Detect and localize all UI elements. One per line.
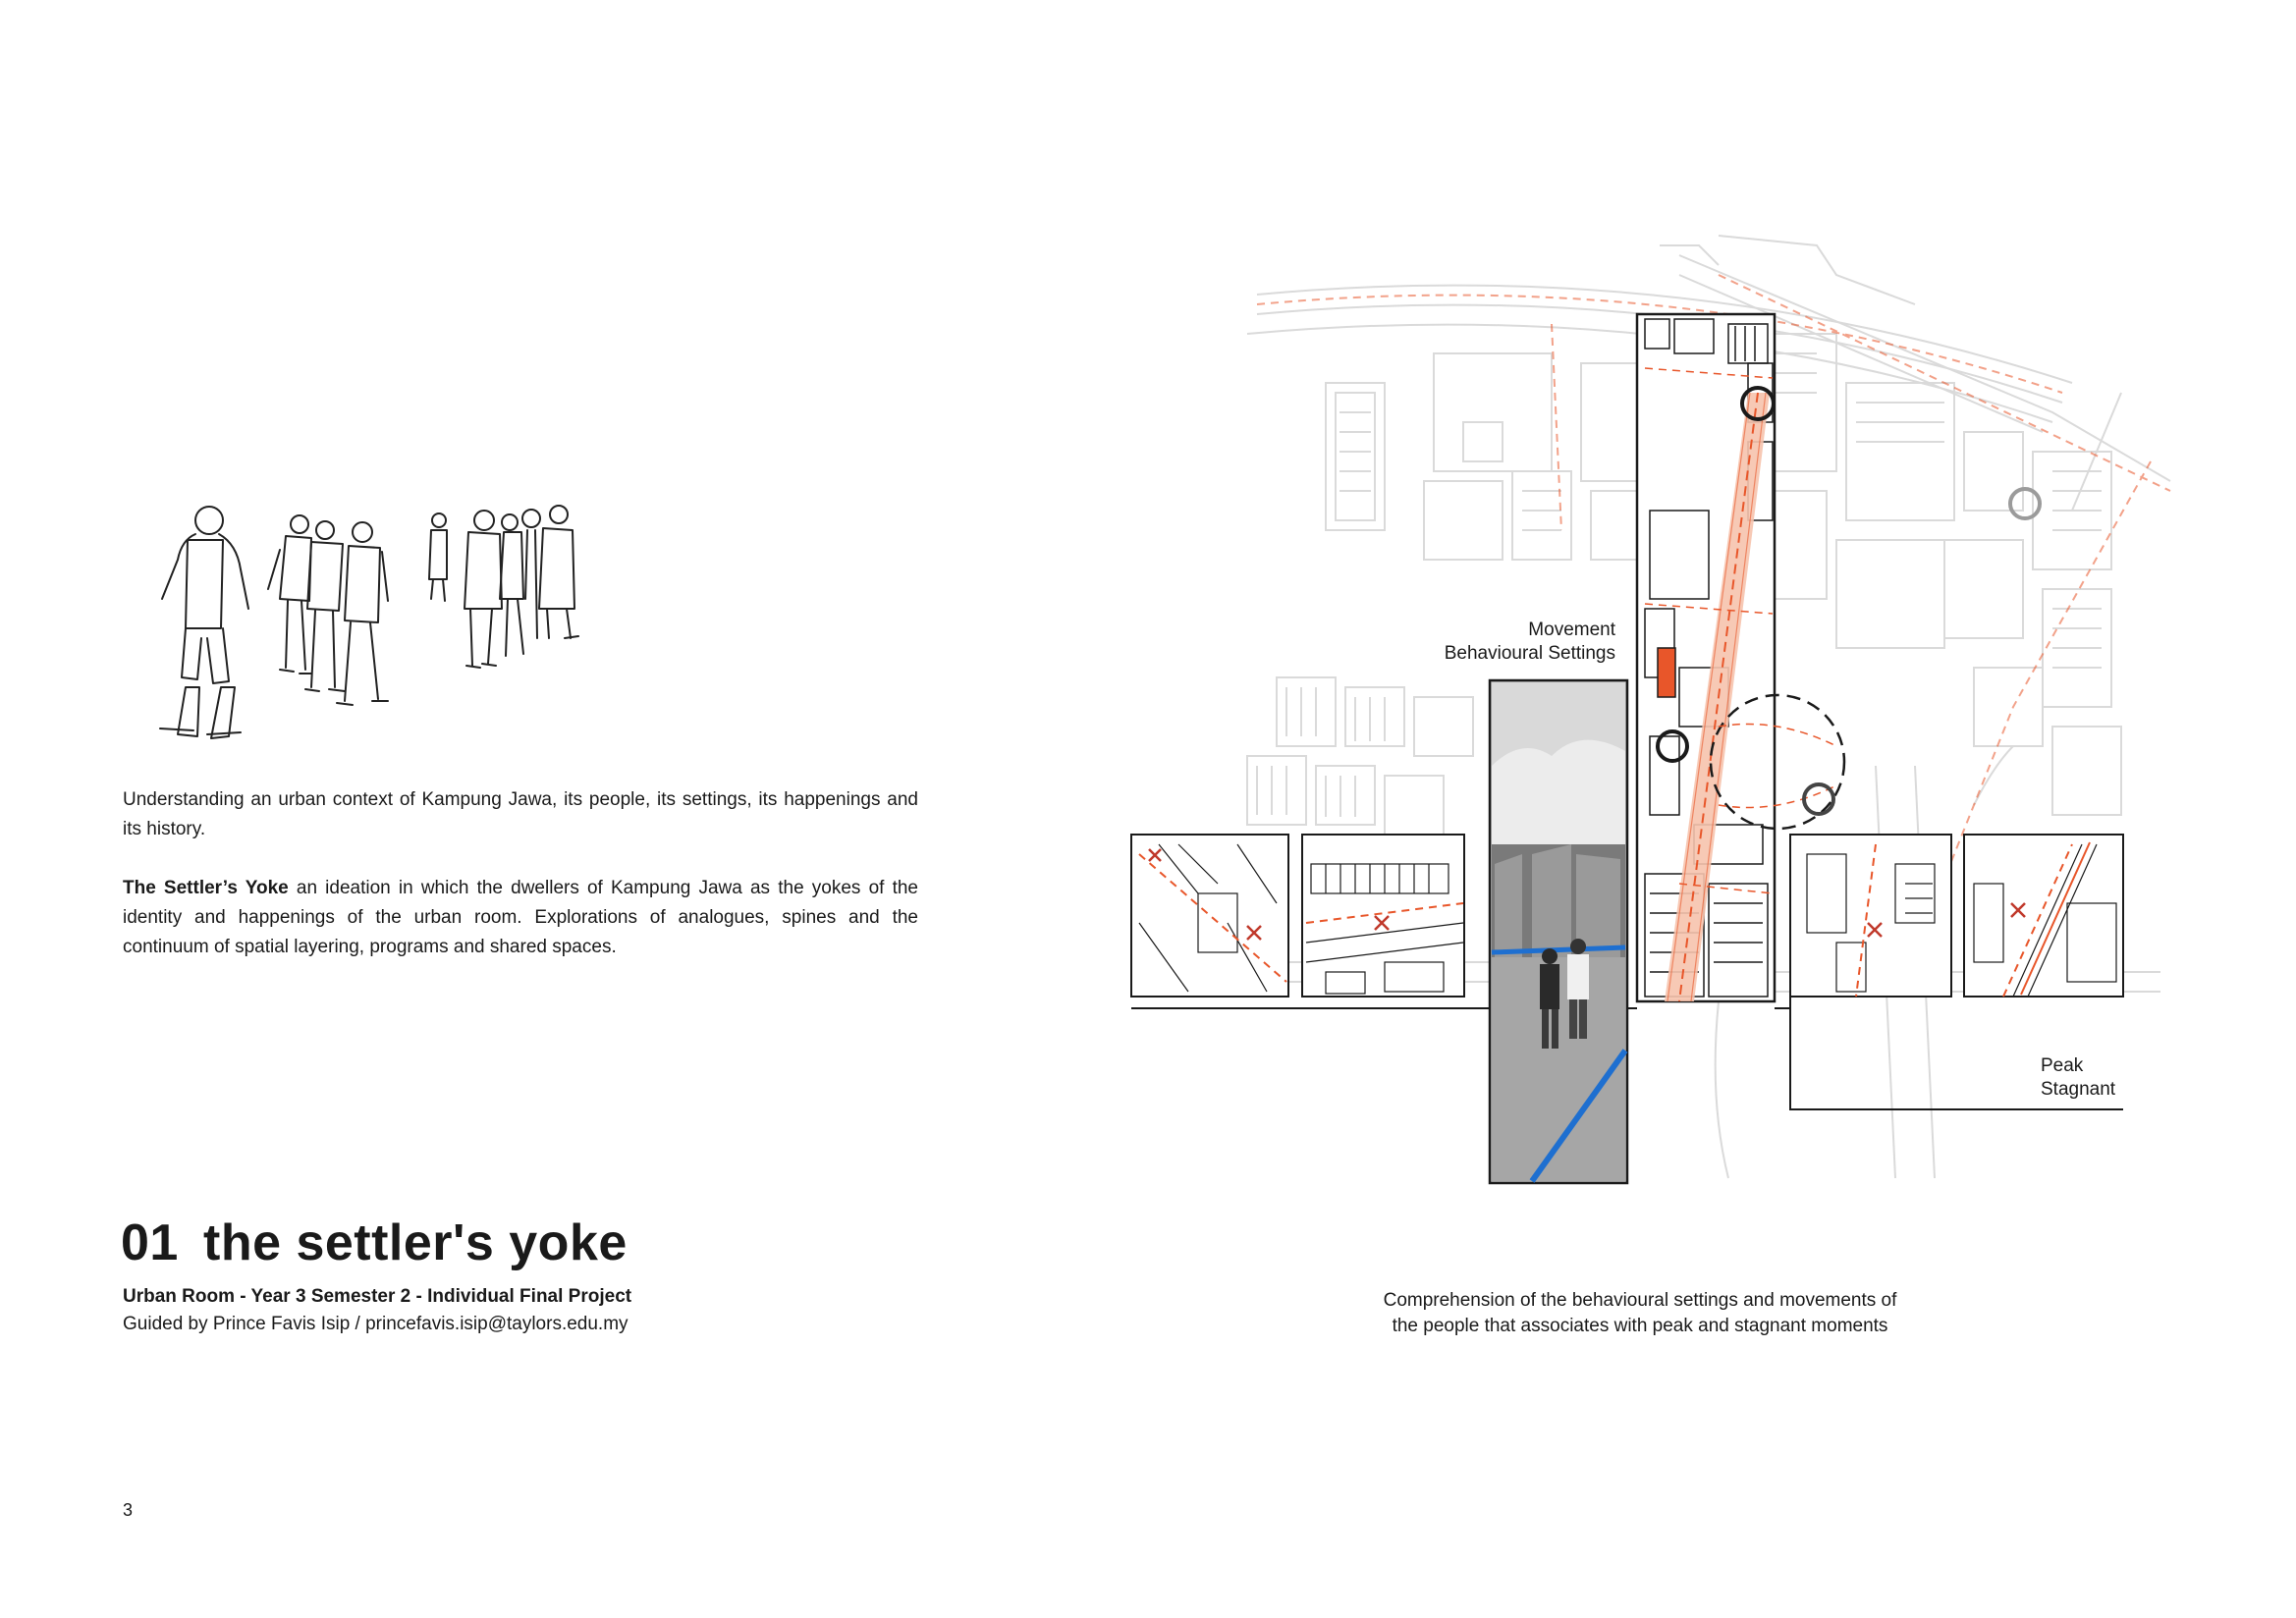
label-behavioural-settings: Behavioural Settings (1444, 643, 1615, 664)
caption-line-2: the people that associates with peak and stagnant moments (1392, 1316, 1888, 1336)
ideation-bold-title: The Settler’s Yoke (123, 878, 289, 898)
label-peak: Peak (2041, 1055, 2084, 1076)
figure-walking-man (160, 507, 248, 738)
figure-group-middle (268, 515, 388, 705)
stagnant-node-circle-faded (2010, 489, 2040, 518)
site-analysis-diagram (1129, 216, 2190, 1208)
behavioural-setting-highlight (1658, 648, 1675, 697)
label-movement: Movement (1528, 620, 1615, 640)
figure-group-right (429, 506, 578, 668)
detail-panel-left-1 (1131, 835, 1288, 997)
label-peak-stagnant (2041, 1054, 2115, 1102)
people-sketch-illustration (142, 491, 614, 746)
caption-line-1: Comprehension of the behavioural settings and movements of (1383, 1290, 1897, 1311)
detail-panel-left-2 (1302, 835, 1464, 997)
ideation-paragraph (123, 874, 918, 962)
label-stagnant: Stagnant (2041, 1079, 2116, 1100)
project-number: 01 (121, 1214, 179, 1271)
page-number: 3 (123, 1500, 134, 1520)
project-subtitle: Urban Room - Year 3 Semester 2 - Individual Final Project (123, 1286, 632, 1307)
detail-panel-right-2 (1964, 835, 2123, 997)
ideation-body: an ideation in which the dwellers of Kampung Jawa as the yokes of the identity and happenings of the urban room. Explorations of analogues, spines and the continuum of spatial layering, programs and shared spaces. (123, 878, 918, 957)
diagram-caption (1277, 1288, 2003, 1339)
guide-credit: Guided by Prince Favis Isip / princefavis.isip@taylors.edu.my (123, 1314, 629, 1334)
street-photo (1490, 680, 1627, 1183)
peak-node-circle-right (1804, 784, 1833, 814)
intro-paragraph: Understanding an urban context of Kampung Jawa, its people, its settings, its happenings and its history. (123, 789, 918, 839)
label-movement-behavioural (1365, 619, 1615, 666)
detail-panel-right-1 (1790, 835, 1951, 997)
project-title: the settler's yoke (203, 1214, 628, 1271)
